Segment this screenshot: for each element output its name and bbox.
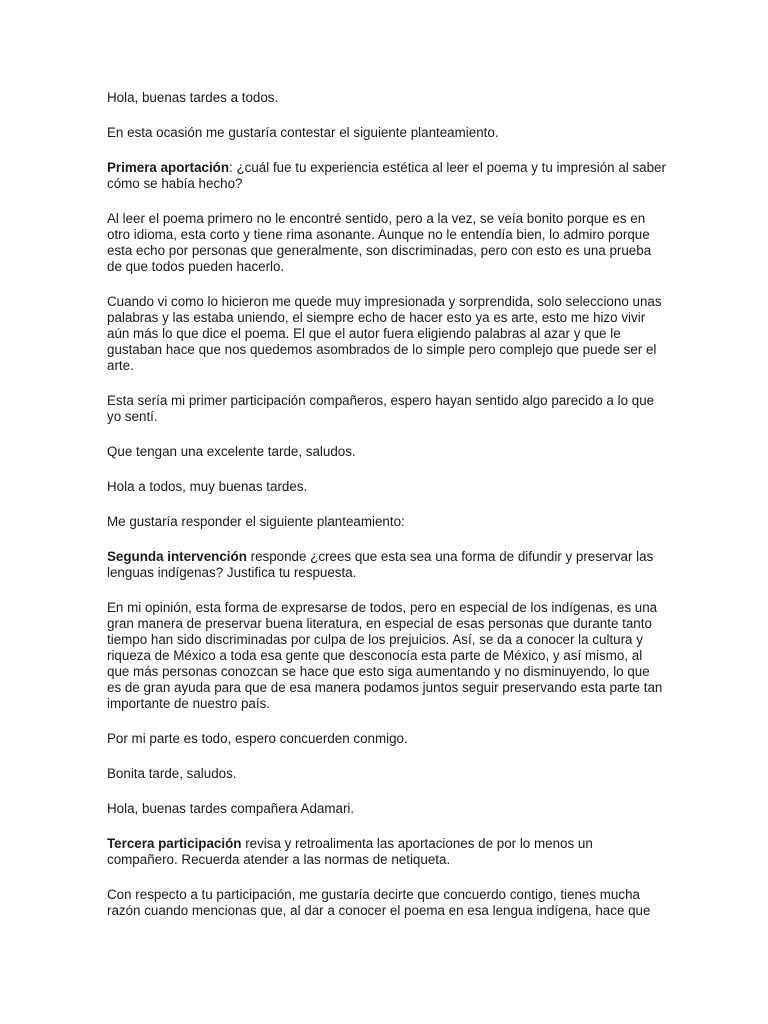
paragraph-text: Me gustaría responder el siguiente planteamiento: [107,514,405,529]
paragraph-greeting-1 [107,90,667,106]
paragraph-prompt-2 [107,549,667,581]
paragraph-text: En esta ocasión me gustaría contestar el siguiente planteamiento. [107,125,499,140]
paragraph-text: Hola, buenas tardes compañera Adamari. [107,801,355,816]
paragraph-text: Con respecto a tu participación, me gustaría decirte que concuerdo contigo, tienes mucha razón cuando mencionas que, al dar a conocer el poema en esa lengua indígena, hace que [107,887,651,918]
paragraph-prompt-3 [107,836,667,868]
paragraph-text: : ¿cuál fue tu experiencia estética al leer el poema y tu impresión al saber cómo se había hecho? [107,160,666,191]
paragraph-text: Por mi parte es todo, espero concuerden conmigo. [107,731,408,746]
paragraph-prompt-1 [107,160,667,192]
paragraph-answer-1a [107,211,667,275]
paragraph-farewell-2 [107,766,667,782]
paragraph-text: Cuando vi como lo hicieron me quede muy impresionada y sorprendida, solo selecciono unas palabras y las estaba uniendo, el siempre echo de hacer esto ya es arte, esto me hizo vivir aún más lo que dice el poema. El que el autor fuera eligiendo palabras al azar y que le gustaban hace que nos quedemos asombrados de lo simple pero complejo que puede ser el arte. [107,294,662,373]
paragraph-text: Hola a todos, muy buenas tardes. [107,479,308,494]
paragraph-text: En mi opinión, esta forma de expresarse de todos, pero en especial de los indígenas, es una gran manera de preservar buena literatura, en especial de esas personas que durante tanto tiempo han sido discriminadas por culpa de los prejuicios. Así, se da a conocer la cultura y riqueza de México a toda esa gente que desconocía esta parte de México, y así mismo, al que más personas conozcan se hace que esto siga aumentando y no disminuyendo, lo que es de gran ayuda para que de esa manera podamos juntos seguir preservando esta parte tan importante de nuestro país. [107,600,663,711]
paragraph-greeting-3 [107,801,667,817]
paragraph-text: Que tengan una excelente tarde, saludos. [107,444,356,459]
prompt-heading-1: Primera aportación [107,160,230,175]
paragraph-answer-2 [107,600,667,712]
paragraph-intro-1 [107,125,667,141]
paragraph-answer-3 [107,887,667,919]
paragraph-greeting-2 [107,479,667,495]
paragraph-closing-1 [107,393,667,425]
paragraph-text: revisa y retroalimenta las aportaciones de por lo menos un compañero. Recuerda atender a las normas de netiqueta. [107,836,593,867]
paragraph-farewell-1 [107,444,667,460]
prompt-heading-2: Segunda intervención [107,549,247,564]
paragraph-answer-1b [107,294,667,374]
paragraph-text: Al leer el poema primero no le encontré sentido, pero a la vez, se veía bonito porque es en otro idioma, esta corto y tiene rima asonante. Aunque no le entendía bien, lo admiro porque esta echo por personas que generalmente, son discriminadas, pero con esto es una prueba de que todos pueden hacerlo. [107,211,652,274]
paragraph-text: responde ¿crees que esta sea una forma de difundir y preservar las lenguas indígenas? Justifica tu respuesta. [107,549,654,580]
document-body [107,90,667,938]
prompt-heading-3: Tercera participación [107,836,242,851]
paragraph-text: Bonita tarde, saludos. [107,766,237,781]
paragraph-text: Hola, buenas tardes a todos. [107,90,279,105]
paragraph-text: Esta sería mi primer participación compañeros, espero hayan sentido algo parecido a lo que yo sentí. [107,393,655,424]
paragraph-closing-2 [107,731,667,747]
paragraph-intro-2 [107,514,667,530]
